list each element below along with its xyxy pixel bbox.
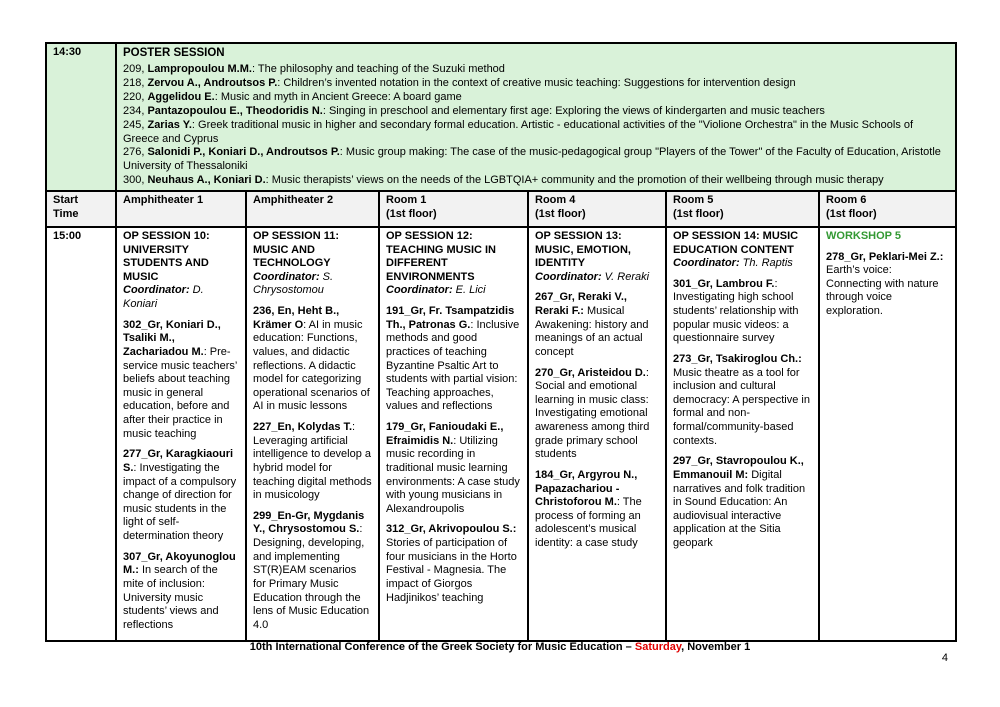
paper-authors: 277_Gr, Karagkiaouri S. [123, 448, 234, 474]
poster-item-authors: Salonidi P., Koniari D., Androutsos P. [147, 146, 340, 159]
paper-entry [673, 278, 812, 346]
header-room-5 [666, 191, 819, 227]
paper-authors: 297_Gr, Stavropoulou K., Emmanouil M: [673, 455, 804, 481]
header-line1: Amphitheater 2 [253, 193, 334, 206]
poster-item-authors: Pantazopoulou E., Theodoridis N. [147, 104, 323, 117]
footer-text-after: , November 1 [681, 641, 751, 653]
header-line2: (1st floor) [673, 207, 724, 220]
paper-authors: 270_Gr, Aristeidou D. [535, 366, 646, 379]
coordinator-label: Coordinator: [123, 284, 190, 297]
column-header-row [46, 191, 956, 227]
paper-title: : The process of forming an adolescent’s musical identity: a case study [535, 496, 642, 550]
header-line1: Room 5 [673, 193, 714, 206]
poster-item-authors: Zervou A., Androutsos P. [147, 77, 278, 90]
coordinator-name: E. Lici [452, 284, 486, 297]
paper-title: : AI in music education: Functions, values, and didactic reflections. A didactic model for categorizing operational scenarios of AI in music lessons [253, 318, 370, 413]
page-number: 4 [941, 652, 948, 664]
poster-item-authors: Lampropoulou M.M. [147, 63, 252, 76]
poster-item [123, 105, 949, 119]
session-title: OP SESSION 12: TEACHING MUSIC IN DIFFERENT ENVIRONMENTS [386, 229, 496, 283]
paper-entry [123, 551, 239, 633]
paper-authors: 191_Gr, Fr. Tsampatzidis Th., Patronas G. [386, 305, 515, 331]
poster-item [123, 91, 949, 105]
session-cell-room-4 [528, 227, 666, 641]
header-amphitheater-1 [116, 191, 246, 227]
papers-list [253, 305, 372, 632]
sessions-start-time: 15:00 [46, 227, 116, 641]
session-coordinator [253, 271, 372, 298]
header-room-4 [528, 191, 666, 227]
poster-item-number: 218, [123, 77, 148, 90]
header-room-6 [819, 191, 956, 227]
poster-item [123, 119, 949, 147]
paper-entry [386, 305, 521, 414]
paper-title: : Inclusive methods and good practices of teaching Byzantine Psaltic Art to students with partial vision: Teaching approaches, values and reflections [386, 318, 520, 413]
paper-entry [253, 510, 372, 633]
session-coordinator [673, 257, 812, 271]
paper-authors: 307_Gr, Akoyunoglou M.: [123, 550, 236, 577]
poster-item-title: : Music group making: The case of the music-pedagogical group "Players of the Tower" of the Faculty of Education, Aristotle University of Thessaloniki [123, 146, 941, 173]
workshop-authors: 278_Gr, Peklari-Mei Z.: [826, 250, 944, 263]
paper-authors: 184_Gr, Argyrou N., Papazachariou - Christoforou M. [535, 468, 638, 509]
session-title: OP SESSION 10: UNIVERSITY STUDENTS AND MUSIC [123, 229, 210, 283]
footer-text-before: 10th International Conference of the Greek Society for Music Education – [249, 641, 635, 653]
header-line2: (1st floor) [386, 207, 437, 220]
header-line1: Amphitheater 1 [123, 193, 204, 206]
header-line2: Time [53, 207, 79, 220]
poster-item-authors: Aggelidou E. [147, 90, 215, 103]
paper-authors: 302_Gr, Koniari D., Tsaliki M., Zachariadou M. [123, 318, 221, 358]
paper-authors: 236, En, Heht B., Krämer O [253, 305, 340, 331]
coordinator-label: Coordinator: [386, 284, 453, 297]
poster-session-title: POSTER SESSION [123, 47, 225, 59]
poster-item-title: : Music and myth in Ancient Greece: A board game [214, 90, 462, 103]
paper-entry [535, 367, 659, 462]
paper-authors: 312_Gr, Akrivopoulou S.: [386, 523, 517, 536]
paper-entry [123, 319, 239, 442]
paper-authors: 179_Gr, Fanioudaki E., Efraimidis N. [386, 421, 504, 447]
poster-item-title: : Children’s invented notation in the context of creative music teaching: Suggestions for intervention design [277, 77, 796, 90]
header-start-time [46, 191, 116, 227]
poster-item [123, 77, 949, 91]
poster-item-authors: Zarias Y. [147, 118, 192, 131]
poster-item-title: : Singing in preschool and elementary first age: Exploring the views of kindergarten and music teachers [322, 104, 825, 117]
poster-items-list [123, 63, 949, 188]
paper-title: Stories of participation of four musicians in the Horto Festival - Magnesia. The impact of Giorgos Hadjinikos’ teaching [386, 537, 517, 604]
poster-item [123, 146, 949, 174]
footer [45, 641, 955, 653]
papers-list [535, 291, 659, 550]
paper-entry [386, 421, 521, 516]
paper-entry [253, 305, 372, 414]
paper-title: : Leveraging artificial intelligence to develop a hybrid model for teaching digital methods in musicology [253, 421, 372, 502]
session-coordinator [535, 271, 659, 285]
paper-title: Musical Awakening: history and meanings of an actual concept [535, 305, 649, 358]
header-line1: Room 4 [535, 193, 576, 206]
session-cell-amphitheater-1 [116, 227, 246, 641]
paper-authors: 227_En, Kolydas T. [253, 421, 353, 434]
papers-list [673, 278, 812, 551]
coordinator-name: Th. Raptis [739, 257, 793, 270]
poster-item-title: : The philosophy and teaching of the Suzuki method [251, 63, 505, 76]
footer-day-highlight: Saturday [634, 641, 682, 653]
coordinator-name: V. Reraki [601, 270, 650, 283]
workshop-cell-room-6 [819, 227, 956, 641]
session-cell-amphitheater-2 [246, 227, 379, 641]
coordinator-name: S. Chrysostomou [253, 270, 334, 297]
coordinator-name: D. Koniari [123, 284, 204, 311]
paper-title: : Investigating high school students’ relationship with popular music videos: a questionnaire survey [673, 277, 799, 345]
poster-session-cell [116, 43, 956, 191]
paper-entry [673, 455, 812, 550]
poster-item-number: 209, [123, 63, 148, 76]
paper-authors: 301_Gr, Lambrou F. [673, 277, 775, 290]
conference-schedule-table [45, 42, 957, 642]
paper-entry [123, 448, 239, 543]
poster-item-authors: Neuhaus A., Koniari D. [147, 174, 266, 187]
header-line2: (1st floor) [535, 207, 586, 220]
poster-item [123, 174, 949, 188]
session-coordinator [386, 284, 521, 298]
session-cell-room-5 [666, 227, 819, 641]
paper-title: : Pre-service music teachers’ beliefs about teaching music in general education, before and after their practice in music teaching [123, 345, 237, 440]
sessions-row [46, 227, 956, 641]
session-title: OP SESSION 11: MUSIC AND TECHNOLOGY [253, 229, 340, 270]
workshop-title: WORKSHOP 5 [826, 229, 901, 242]
paper-title: In search of the mite of inclusion: University music students’ views and reflections [123, 564, 219, 631]
paper-title: : Designing, developing, and implementing ST(R)EAM scenarios for Primary Music Education through the lens of Music Education 4.0 [253, 523, 370, 631]
paper-entry [535, 291, 659, 359]
header-line1: Room 1 [386, 193, 427, 206]
paper-authors: 273_Gr, Tsakiroglou Ch.: [673, 352, 802, 365]
poster-item-number: 300, [123, 174, 148, 187]
session-title: OP SESSION 13: MUSIC, EMOTION, IDENTITY [535, 229, 631, 270]
poster-start-time: 14:30 [46, 43, 116, 191]
header-amphitheater-2 [246, 191, 379, 227]
paper-title: : Utilizing music recording in traditional music learning environments: A case study with young musicians in Alexandroupolis [386, 434, 520, 515]
poster-item-number: 276, [123, 146, 148, 159]
session-cell-room-1 [379, 227, 528, 641]
poster-item-title: : Greek traditional music in higher and secondary formal education. Artistic - educational activities of the "Violione Orchestra" in the Music Schools of Greece and Cyprus [123, 118, 914, 145]
coordinator-label: Coordinator: [673, 257, 740, 270]
paper-entry [386, 523, 521, 605]
paper-title: : Investigating the impact of a compulsory change of direction for music students in the light of self-determination theory [123, 461, 237, 543]
paper-title: : Social and emotional learning in music class: Investigating emotional awareness among third grade primary school students [535, 366, 650, 461]
papers-list [123, 319, 239, 633]
paper-title: Digital narratives and folk tradition in Sound Education: An audiovisual interactive application at the Sitia geopark [673, 468, 806, 550]
coordinator-label: Coordinator: [535, 270, 602, 283]
header-line2: (1st floor) [826, 207, 877, 220]
workshop-description: Earth’s voice: Connecting with nature through voice exploration. [826, 264, 939, 318]
poster-item-number: 245, [123, 118, 148, 131]
paper-title: Music theatre as a tool for inclusion and cultural democracy: A perspective in formal and non-formal/community-based contexts. [673, 366, 810, 447]
session-coordinator [123, 284, 239, 311]
header-room-1 [379, 191, 528, 227]
paper-entry [673, 353, 812, 448]
coordinator-label: Coordinator: [253, 270, 320, 283]
paper-authors: 299_En-Gr, Mygdanis Y., Chrysostomou S. [253, 509, 365, 536]
papers-list [386, 305, 521, 605]
paper-entry [253, 421, 372, 503]
poster-item-number: 220, [123, 90, 148, 103]
poster-item-number: 234, [123, 104, 148, 117]
header-line1: Room 6 [826, 193, 867, 206]
header-line1: Start [53, 193, 79, 206]
poster-item-title: : Music therapists’ views on the needs of the LGBTQIA+ community and the promotion of their wellbeing through music therapy [265, 174, 884, 187]
poster-session-row [46, 43, 956, 191]
paper-entry [535, 469, 659, 551]
session-title: OP SESSION 14: MUSIC EDUCATION CONTENT [673, 229, 799, 256]
paper-authors: 267_Gr, Reraki V., Reraki F.: [535, 291, 627, 318]
poster-item [123, 63, 949, 77]
